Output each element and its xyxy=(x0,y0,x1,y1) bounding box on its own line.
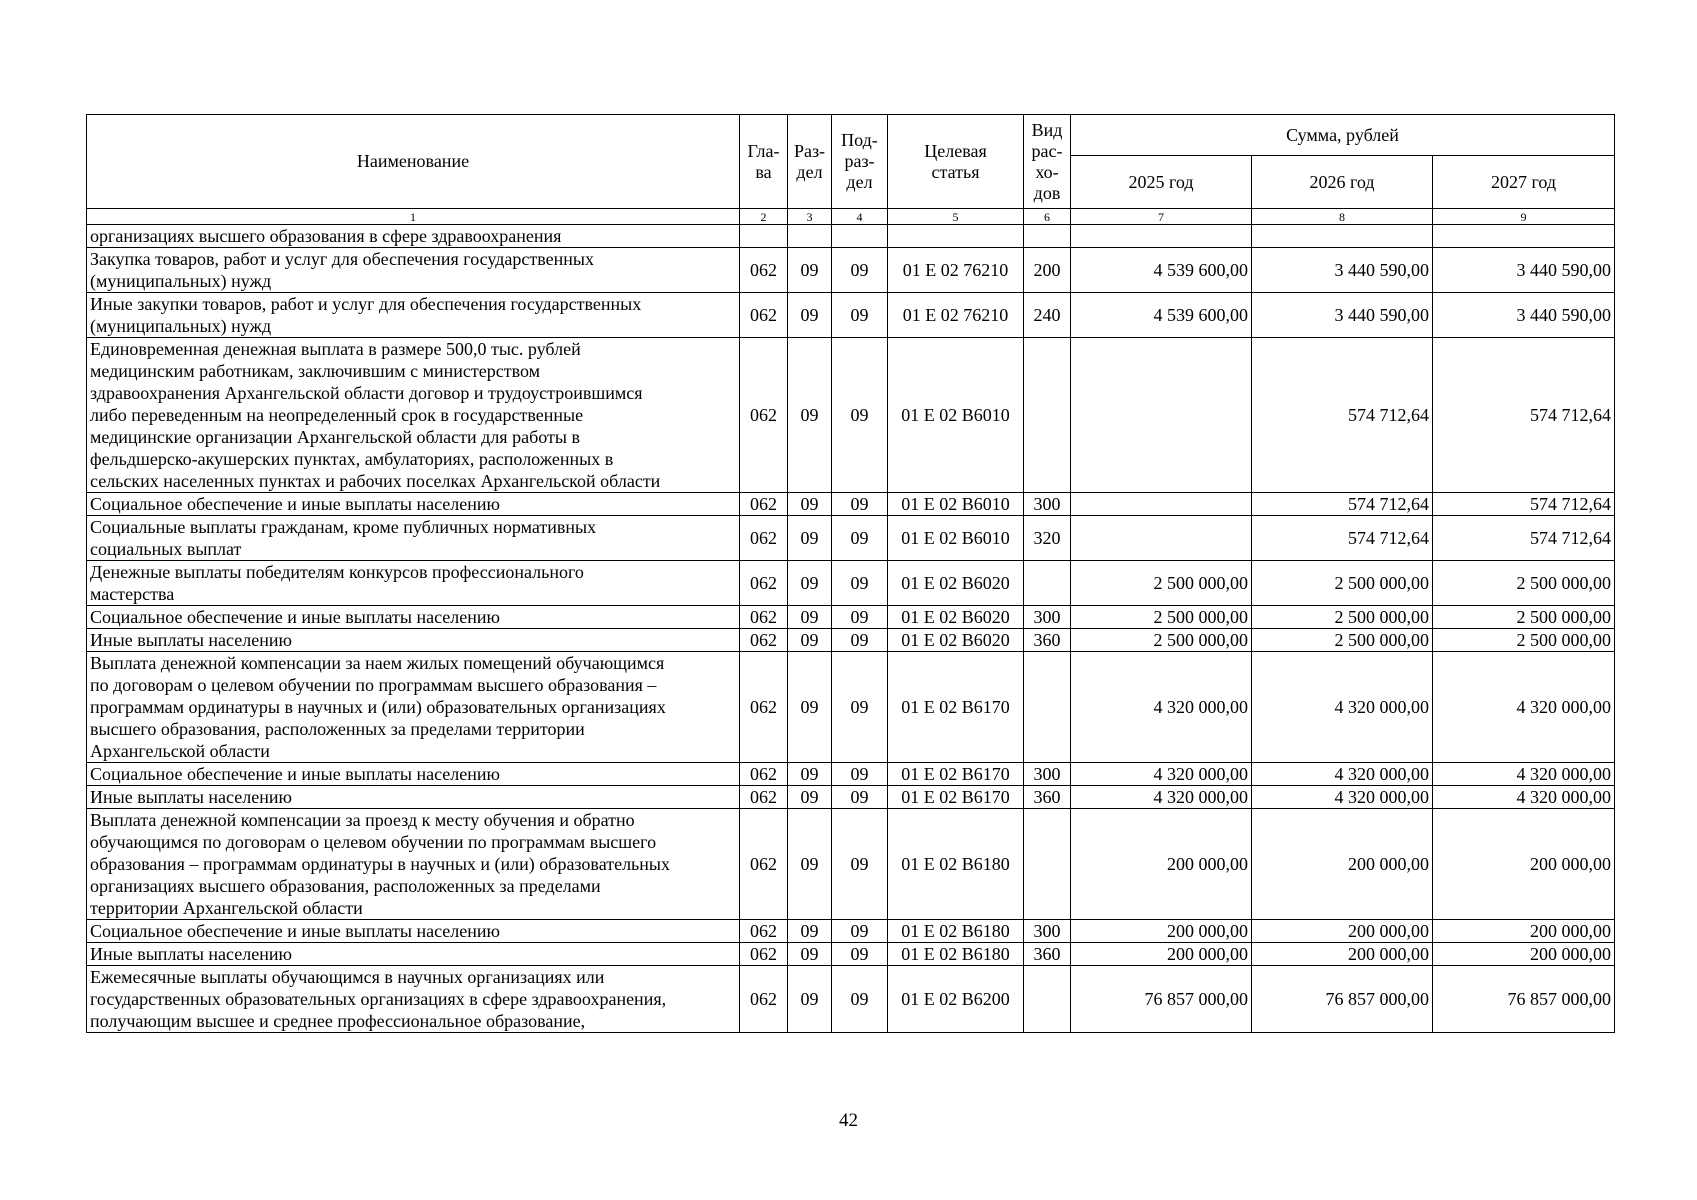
header-line: дел xyxy=(846,172,873,192)
row-chapter: 062 xyxy=(740,293,788,338)
row-subsection: 09 xyxy=(832,809,888,920)
row-expense-type: 200 xyxy=(1024,248,1071,293)
column-number: 2 xyxy=(740,209,788,225)
row-section: 09 xyxy=(788,561,832,606)
row-name-line: по договорам о целевом обучении по программам высшего образования – xyxy=(90,675,657,695)
column-number: 5 xyxy=(888,209,1024,225)
row-amount-2027 xyxy=(1433,225,1615,248)
row-name-line: медицинским работникам, заключившим с министерством xyxy=(90,361,541,381)
row-name-line: Единовременная денежная выплата в размере 500,0 тыс. рублей xyxy=(90,339,581,359)
row-chapter: 062 xyxy=(740,763,788,786)
row-amount-2027: 200 000,00 xyxy=(1433,943,1615,966)
row-name-line: Ежемесячные выплаты обучающимся в научных организациях или xyxy=(90,967,605,987)
row-section: 09 xyxy=(788,338,832,493)
row-amount-2026: 574 712,64 xyxy=(1252,338,1433,493)
row-expense-type: 300 xyxy=(1024,606,1071,629)
row-expense-type: 360 xyxy=(1024,629,1071,652)
row-name-line: государственных образовательных организациях в сфере здравоохранения, xyxy=(90,989,667,1009)
header-line: статья xyxy=(931,161,980,182)
row-chapter: 062 xyxy=(740,920,788,943)
row-subsection: 09 xyxy=(832,629,888,652)
row-amount-2025 xyxy=(1071,225,1252,248)
row-amount-2026: 200 000,00 xyxy=(1252,943,1433,966)
row-expense-type: 300 xyxy=(1024,920,1071,943)
row-target-article: 01 Е 02 В6010 xyxy=(888,493,1024,516)
row-name-line: либо переведенным на неопределенный срок в государственные xyxy=(90,405,584,425)
row-expense-type: 320 xyxy=(1024,516,1071,561)
row-name-line: Социальное обеспечение и иные выплаты населению xyxy=(90,921,500,941)
row-name xyxy=(87,561,740,606)
row-name-line: программам ординатуры в научных и (или) образовательных организациях xyxy=(90,697,666,717)
header-year-2027: 2027 год xyxy=(1433,156,1615,209)
row-expense-type xyxy=(1024,809,1071,920)
row-amount-2025: 4 320 000,00 xyxy=(1071,652,1252,763)
row-expense-type xyxy=(1024,338,1071,493)
table-row xyxy=(87,493,1615,516)
row-chapter: 062 xyxy=(740,966,788,1033)
row-amount-2027: 3 440 590,00 xyxy=(1433,248,1615,293)
row-section: 09 xyxy=(788,763,832,786)
row-target-article: 01 Е 02 В6170 xyxy=(888,786,1024,809)
row-name-line: мастерства xyxy=(90,584,175,604)
row-amount-2026: 200 000,00 xyxy=(1252,809,1433,920)
column-number: 1 xyxy=(87,209,740,225)
row-section xyxy=(788,225,832,248)
row-amount-2026: 2 500 000,00 xyxy=(1252,629,1433,652)
row-subsection: 09 xyxy=(832,338,888,493)
row-amount-2027: 3 440 590,00 xyxy=(1433,293,1615,338)
column-number: 8 xyxy=(1252,209,1433,225)
row-subsection: 09 xyxy=(832,516,888,561)
row-amount-2026: 3 440 590,00 xyxy=(1252,248,1433,293)
header-target-article xyxy=(888,115,1024,209)
row-name-line: Иные закупки товаров, работ и услуг для обеспечения государственных xyxy=(90,294,642,314)
row-amount-2025: 4 539 600,00 xyxy=(1071,293,1252,338)
row-name-line: (муниципальных) нужд xyxy=(90,316,272,336)
row-amount-2026: 200 000,00 xyxy=(1252,920,1433,943)
row-amount-2025: 4 320 000,00 xyxy=(1071,786,1252,809)
row-name xyxy=(87,652,740,763)
row-amount-2025: 200 000,00 xyxy=(1071,920,1252,943)
row-chapter: 062 xyxy=(740,516,788,561)
column-number: 7 xyxy=(1071,209,1252,225)
row-amount-2026: 2 500 000,00 xyxy=(1252,561,1433,606)
row-amount-2025: 2 500 000,00 xyxy=(1071,629,1252,652)
row-name-line: (муниципальных) нужд xyxy=(90,271,272,291)
row-chapter: 062 xyxy=(740,248,788,293)
table-row xyxy=(87,338,1615,493)
row-subsection: 09 xyxy=(832,652,888,763)
row-expense-type: 360 xyxy=(1024,786,1071,809)
row-amount-2027: 76 857 000,00 xyxy=(1433,966,1615,1033)
row-amount-2026: 4 320 000,00 xyxy=(1252,786,1433,809)
row-name-line: Выплата денежной компенсации за наем жилых помещений обучающимся xyxy=(90,653,665,673)
row-amount-2027: 4 320 000,00 xyxy=(1433,652,1615,763)
header-line: дов xyxy=(1033,182,1061,203)
row-subsection: 09 xyxy=(832,493,888,516)
header-line: раз- xyxy=(844,151,875,171)
row-amount-2026: 76 857 000,00 xyxy=(1252,966,1433,1033)
row-name-line: сельских населенных пунктах и рабочих поселках Архангельской области xyxy=(90,471,661,491)
row-target-article: 01 Е 02 В6180 xyxy=(888,920,1024,943)
row-name xyxy=(87,943,740,966)
table-row xyxy=(87,786,1615,809)
table-row xyxy=(87,248,1615,293)
row-target-article: 01 Е 02 В6200 xyxy=(888,966,1024,1033)
row-section: 09 xyxy=(788,652,832,763)
row-section: 09 xyxy=(788,293,832,338)
row-name xyxy=(87,786,740,809)
row-subsection: 09 xyxy=(832,786,888,809)
row-target-article: 01 Е 02 В6180 xyxy=(888,809,1024,920)
row-target-article: 01 Е 02 В6180 xyxy=(888,943,1024,966)
row-amount-2026: 574 712,64 xyxy=(1252,493,1433,516)
row-amount-2027: 2 500 000,00 xyxy=(1433,606,1615,629)
row-chapter xyxy=(740,225,788,248)
row-name-line: медицинские организации Архангельской области для работы в xyxy=(90,427,580,447)
row-name xyxy=(87,629,740,652)
header-line: дел xyxy=(796,161,823,182)
row-expense-type: 240 xyxy=(1024,293,1071,338)
header-name: Наименование xyxy=(87,115,740,209)
column-number: 6 xyxy=(1024,209,1071,225)
row-name-line: Иные выплаты населению xyxy=(90,944,292,964)
row-amount-2025: 200 000,00 xyxy=(1071,943,1252,966)
row-target-article: 01 Е 02 В6010 xyxy=(888,516,1024,561)
row-name-line: территории Архангельской области xyxy=(90,898,363,918)
row-expense-type xyxy=(1024,561,1071,606)
row-target-article: 01 Е 02 В6170 xyxy=(888,652,1024,763)
table-row xyxy=(87,293,1615,338)
row-chapter: 062 xyxy=(740,809,788,920)
table-row xyxy=(87,920,1615,943)
row-subsection: 09 xyxy=(832,561,888,606)
row-target-article: 01 Е 02 В6020 xyxy=(888,629,1024,652)
row-amount-2026: 4 320 000,00 xyxy=(1252,652,1433,763)
row-subsection: 09 xyxy=(832,606,888,629)
row-name-line: Социальное обеспечение и иные выплаты населению xyxy=(90,494,500,514)
page-number: 42 xyxy=(839,1110,858,1131)
row-subsection: 09 xyxy=(832,248,888,293)
row-subsection: 09 xyxy=(832,920,888,943)
row-name-line: организациях высшего образования в сфере здравоохранения xyxy=(90,226,562,246)
row-name-line: Иные выплаты населению xyxy=(90,630,292,650)
row-name xyxy=(87,809,740,920)
row-subsection: 09 xyxy=(832,966,888,1033)
row-name xyxy=(87,516,740,561)
row-subsection: 09 xyxy=(832,943,888,966)
row-amount-2027: 2 500 000,00 xyxy=(1433,561,1615,606)
header-line: хо- xyxy=(1035,161,1059,182)
row-name-line: Денежные выплаты победителям конкурсов профессионального xyxy=(90,562,584,582)
row-chapter: 062 xyxy=(740,786,788,809)
header-line: Вид xyxy=(1031,119,1063,140)
row-expense-type xyxy=(1024,966,1071,1033)
row-section: 09 xyxy=(788,629,832,652)
row-chapter: 062 xyxy=(740,493,788,516)
column-number: 3 xyxy=(788,209,832,225)
row-amount-2026: 3 440 590,00 xyxy=(1252,293,1433,338)
row-name xyxy=(87,493,740,516)
row-amount-2027: 4 320 000,00 xyxy=(1433,786,1615,809)
row-name-line: Закупка товаров, работ и услуг для обеспечения государственных xyxy=(90,249,595,269)
row-expense-type: 300 xyxy=(1024,763,1071,786)
row-amount-2025 xyxy=(1071,493,1252,516)
row-name xyxy=(87,920,740,943)
header-year-2025: 2025 год xyxy=(1071,156,1252,209)
table-row xyxy=(87,516,1615,561)
header-line: Гла- xyxy=(747,140,780,161)
row-target-article: 01 Е 02 В6170 xyxy=(888,763,1024,786)
row-amount-2025: 76 857 000,00 xyxy=(1071,966,1252,1033)
header-expense-type xyxy=(1024,115,1071,209)
table-row xyxy=(87,943,1615,966)
row-expense-type xyxy=(1024,225,1071,248)
header-year-2026: 2026 год xyxy=(1252,156,1433,209)
row-name-line: образования – программам ординатуры в научных и (или) образовательных xyxy=(90,854,670,874)
table-row xyxy=(87,809,1615,920)
header-line: рас- xyxy=(1031,140,1063,161)
row-name xyxy=(87,248,740,293)
header-sum: Сумма, рублей xyxy=(1071,115,1615,156)
row-name xyxy=(87,966,740,1033)
row-name-line: Социальное обеспечение и иные выплаты населению xyxy=(90,764,500,784)
row-section: 09 xyxy=(788,516,832,561)
row-name-line: Социальные выплаты гражданам, кроме публичных нормативных xyxy=(90,517,597,537)
row-chapter: 062 xyxy=(740,629,788,652)
table-row xyxy=(87,606,1615,629)
row-amount-2025: 2 500 000,00 xyxy=(1071,606,1252,629)
table-row xyxy=(87,652,1615,763)
row-amount-2027: 200 000,00 xyxy=(1433,920,1615,943)
row-amount-2027: 2 500 000,00 xyxy=(1433,629,1615,652)
row-amount-2025 xyxy=(1071,516,1252,561)
row-amount-2025: 4 320 000,00 xyxy=(1071,763,1252,786)
row-target-article: 01 Е 02 76210 xyxy=(888,293,1024,338)
row-expense-type: 360 xyxy=(1024,943,1071,966)
row-name-line: организациях высшего образования, расположенных за пределами xyxy=(90,876,601,896)
row-name-line: фельдшерско-акушерских пунктах, амбулаториях, расположенных в xyxy=(90,449,614,469)
row-section: 09 xyxy=(788,966,832,1033)
row-chapter: 062 xyxy=(740,338,788,493)
row-amount-2027: 574 712,64 xyxy=(1433,516,1615,561)
header-razdel xyxy=(788,115,832,209)
row-target-article: 01 Е 02 76210 xyxy=(888,248,1024,293)
table-row xyxy=(87,225,1615,248)
row-name xyxy=(87,293,740,338)
row-target-article: 01 Е 02 В6020 xyxy=(888,606,1024,629)
row-subsection: 09 xyxy=(832,763,888,786)
row-amount-2027: 574 712,64 xyxy=(1433,338,1615,493)
row-name-line: Иные выплаты населению xyxy=(90,787,292,807)
row-amount-2027: 574 712,64 xyxy=(1433,493,1615,516)
column-number: 4 xyxy=(832,209,888,225)
header-line: Раз- xyxy=(793,140,826,161)
header-podrazdel xyxy=(832,115,888,209)
row-section: 09 xyxy=(788,920,832,943)
row-chapter: 062 xyxy=(740,652,788,763)
row-name-line: здравоохранения Архангельской области договор и трудоустроившимся xyxy=(90,383,643,403)
row-section: 09 xyxy=(788,606,832,629)
row-amount-2027: 200 000,00 xyxy=(1433,809,1615,920)
row-section: 09 xyxy=(788,493,832,516)
row-amount-2026: 574 712,64 xyxy=(1252,516,1433,561)
row-amount-2025: 200 000,00 xyxy=(1071,809,1252,920)
table-row xyxy=(87,763,1615,786)
row-chapter: 062 xyxy=(740,606,788,629)
row-name-line: Социальное обеспечение и иные выплаты населению xyxy=(90,607,500,627)
header-row-top xyxy=(87,115,1615,156)
column-number: 9 xyxy=(1433,209,1615,225)
row-amount-2025: 4 539 600,00 xyxy=(1071,248,1252,293)
table-row xyxy=(87,966,1615,1033)
row-target-article: 01 Е 02 В6010 xyxy=(888,338,1024,493)
budget-table xyxy=(86,114,1615,1033)
row-name xyxy=(87,606,740,629)
header-glava xyxy=(740,115,788,209)
row-amount-2025 xyxy=(1071,338,1252,493)
row-expense-type: 300 xyxy=(1024,493,1071,516)
row-expense-type xyxy=(1024,652,1071,763)
row-name-line: Выплата денежной компенсации за проезд к месту обучения и обратно xyxy=(90,810,635,830)
row-name xyxy=(87,338,740,493)
row-amount-2025: 2 500 000,00 xyxy=(1071,561,1252,606)
table-row xyxy=(87,629,1615,652)
row-name xyxy=(87,225,740,248)
row-amount-2026 xyxy=(1252,225,1433,248)
row-name-line: высшего образования, расположенных за пределами территории xyxy=(90,719,585,739)
row-amount-2026: 2 500 000,00 xyxy=(1252,606,1433,629)
row-name-line: обучающимся по договорам о целевом обучении по программам высшего xyxy=(90,832,657,852)
row-subsection xyxy=(832,225,888,248)
row-section: 09 xyxy=(788,248,832,293)
header-line: Под- xyxy=(841,130,878,150)
row-amount-2026: 4 320 000,00 xyxy=(1252,763,1433,786)
row-name xyxy=(87,763,740,786)
row-section: 09 xyxy=(788,809,832,920)
row-section: 09 xyxy=(788,786,832,809)
row-section: 09 xyxy=(788,943,832,966)
row-name-line: Архангельской области xyxy=(90,741,270,761)
header-line: ва xyxy=(755,161,772,182)
row-name-line: социальных выплат xyxy=(90,539,242,559)
header-column-numbers xyxy=(87,209,1615,225)
row-target-article: 01 Е 02 В6020 xyxy=(888,561,1024,606)
row-target-article xyxy=(888,225,1024,248)
table-row xyxy=(87,561,1615,606)
row-subsection: 09 xyxy=(832,293,888,338)
row-chapter: 062 xyxy=(740,561,788,606)
header-line: Целевая xyxy=(924,140,987,161)
table-body xyxy=(87,225,1615,1033)
row-chapter: 062 xyxy=(740,943,788,966)
row-name-line: получающим высшее и среднее профессиональное образование, xyxy=(90,1011,586,1031)
row-amount-2027: 4 320 000,00 xyxy=(1433,763,1615,786)
